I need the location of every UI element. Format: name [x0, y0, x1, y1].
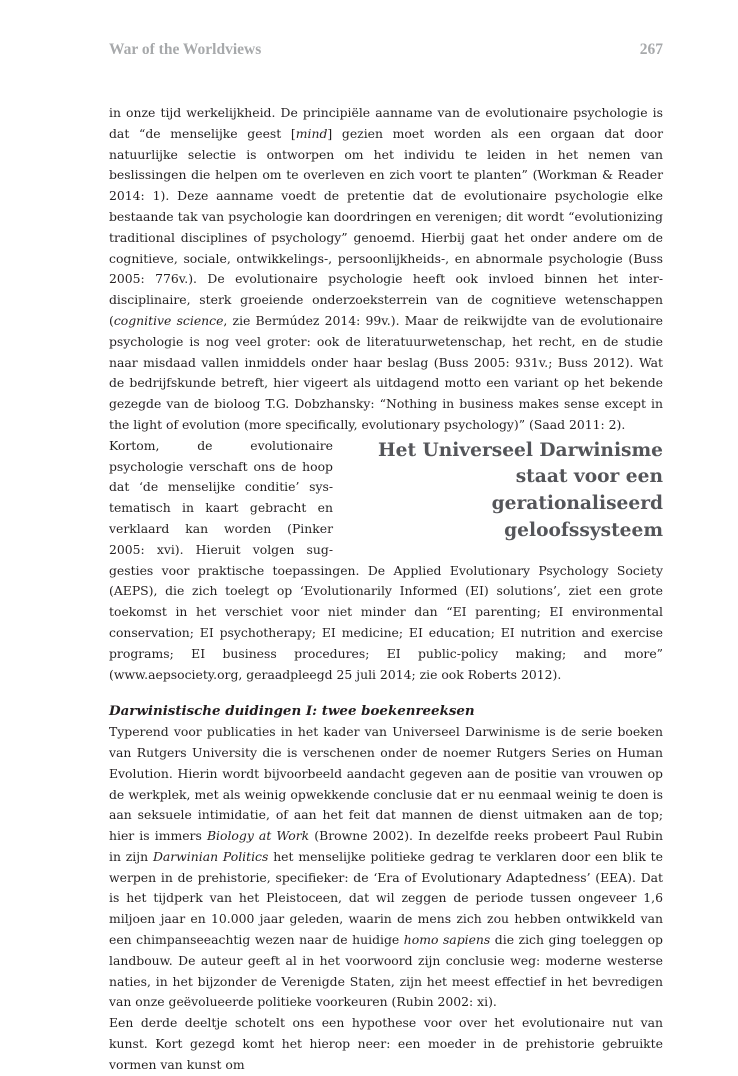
section-heading: Darwinistische duidingen I: twee boekenreeksen — [109, 703, 475, 720]
paragraph-3-text-d: die zich ging toeleggen op landbouw. De auteur geeft al in het voorwoord zijn conclusie weg: moderne westerse naties, in het bijzonder de Verenigde Staten, zijn het meest effectief in het bevredigen van onze geëvolueerde politieke voorkeuren (Rubin 2002: xi). — [109, 932, 663, 1010]
page-number: 267 — [639, 41, 663, 58]
paragraph-1-text-a: in onze tijd werkelijkheid. De principiële aanname van de evolutionaire psychologie is dat “de menselijke geest [ — [109, 105, 663, 141]
paragraph-2 — [109, 436, 663, 686]
paragraph-1 — [109, 103, 663, 436]
paragraph-2-text: Kortom, de evolutionaire psychologie verschaft ons de hoop dat ‘de menselijke conditie’ systematisch in kaart gebracht en verklaard kan worden (Pinker 2005: xvi). Hieruit volgen suggesties voor praktische toepassingen. De Applied Evolutionary Psychology Society (AEPS), die zich toelegt op ‘Evolutionarily Informed (EI) solutions’, ziet een grote toekomst in het verschiet voor niet minder dan “EI parenting; EI environmental conservation; EI psychotherapy; EI medicine; EI education; EI nutrition and exercise programs; EI business procedures; EI public-policy making; and more” (www.aepsociety.org, geraadpleegd 25 juli 2014; zie ook Roberts 2012). — [109, 437, 663, 682]
paragraph-3-text-b: (Browne 2002). In dezelfde reeks probeert Paul Rubin in zijn — [109, 828, 664, 864]
running-title: War of the Worldviews — [109, 41, 262, 58]
paragraph-1-text-c: , zie Bermúdez 2014: 99v.). Maar de reikwijdte van de evolutionaire psychologie is nog veel groter: ook de literatuurwetenschap, het recht, en de studie naar misdaad vallen inmiddels onder haar beslag (Buss 2005: 931v.; Buss 2012). Wat de bedrijfskunde betreft, hier vigeert als uitdagend motto een variant op het bekende gezegde van de bioloog T.G. Dobzhansky: “Nothing in business makes sense except in the light of evolution (more specifically, evolutionary psychology)” (Saad 2011: 2). — [109, 312, 663, 432]
paragraph-1-cognitive-science: cognitive science — [113, 312, 224, 328]
running-head — [109, 41, 663, 59]
pull-quote: Het Universeel Darwinisme staat voor een gerationaliseerd geloofssysteem — [378, 439, 663, 541]
paragraph-3-biology-at-work: Biology at Work — [206, 828, 310, 844]
paragraph-3 — [109, 722, 663, 1013]
body-text — [109, 103, 663, 1076]
paragraph-4: Een derde deeltje schotelt ons een hypothese voor over het evolutionaire nut van kunst. Kort gezegd komt het hierop neer: een moeder in de prehistorie gebruikte vormen van kunst om — [109, 1015, 663, 1072]
paragraph-3-text-a: Typerend voor publicaties in het kader van Universeel Darwinisme is de serie boeken van Rutgers University die is verschenen onder de noemer Rutgers Series on Human Evolution. Hierin wordt bijvoorbeeld aandacht gegeven aan de positie van vrouwen op de werkplek, met als weinig opwekkende conclusie dat er nu eenmaal weinig te doen is aan seksuele intimidatie, of aan het feit dat mannen de dienst uitmaken aan de top; hier is immers — [109, 724, 663, 844]
paragraph-3-darwinian-politics: Darwinian Politics — [152, 848, 269, 864]
paragraph-3-homo-sapiens: homo sapiens — [403, 932, 491, 948]
paragraph-1-text-b: ] gezien moet worden als een orgaan dat door natuurlijke selectie is ontworpen om het individu te leiden in het nemen van beslissingen die helpen om te overleven en zich voort te planten” (Workman & Reader 2014: 1). Deze aanname voedt de pretentie dat de evolutionaire psychologie elke bestaande tak van psychologie kan doordringen en verenigen; dit wordt “evolutionizing traditional disciplines of psychology” genoemd. Hierbij gaat het onder andere om de cognitieve, sociale, ontwikkelings-, persoonlijkheids-, en abnormale psychologie (Buss 2005: 776v.). De evolutionaire psychologie heeft ook invloed binnen het interdisciplinaire, sterk groeiende onderzoeksterrein van de cognitieve wetenschappen ( — [109, 125, 663, 328]
paragraph-1-mind: mind — [295, 125, 328, 141]
paragraph-3-text-c: het menselijke politieke gedrag te verklaren door een blik te werpen in de prehistorie, specifieker: de ‘Era of Evolutionary Adaptedness’ (EEA). Dat is het tijdperk van het Pleistoceen, dat wil zeggen de periode tussen ongeveer 1,6 miljoen jaar en 10.000 jaar geleden, waarin de mens zich zou hebben ontwikkeld van een chimpanseeachtig wezen naar de huidige — [109, 848, 663, 948]
